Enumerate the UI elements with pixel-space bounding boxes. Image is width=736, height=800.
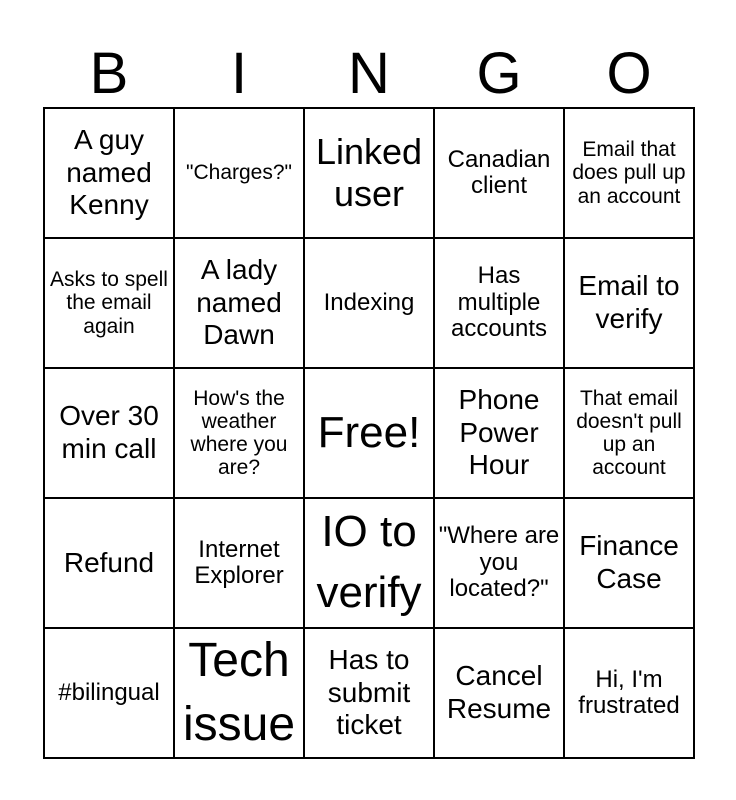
free-space[interactable]: Free! xyxy=(304,368,434,498)
bingo-cell-r1c4[interactable]: Canadian client xyxy=(434,108,564,238)
bingo-cell-r2c4[interactable]: Has multiple accounts xyxy=(434,238,564,368)
bingo-cell-r4c4[interactable]: "Where are you located?" xyxy=(434,498,564,628)
bingo-cell-r2c5[interactable]: Email to verify xyxy=(564,238,694,368)
bingo-cell-r1c2[interactable]: "Charges?" xyxy=(174,108,304,238)
header-letter-n: N xyxy=(348,41,390,106)
bingo-cell-r3c4[interactable]: Phone Power Hour xyxy=(434,368,564,498)
bingo-cell-r2c1[interactable]: Asks to spell the email again xyxy=(44,238,174,368)
bingo-cell-r4c5[interactable]: Finance Case xyxy=(564,498,694,628)
bingo-cell-r4c3[interactable]: IO to verify xyxy=(304,498,434,628)
bingo-cell-r5c4[interactable]: Cancel Resume xyxy=(434,628,564,758)
bingo-cell-r3c2[interactable]: How's the weather where you are? xyxy=(174,368,304,498)
bingo-cell-r5c1[interactable]: #bilingual xyxy=(44,628,174,758)
bingo-cell-r5c3[interactable]: Has to submit ticket xyxy=(304,628,434,758)
header-letter-i: I xyxy=(230,41,248,106)
bingo-cell-r1c5[interactable]: Email that does pull up an account xyxy=(564,108,694,238)
bingo-cell-r5c2[interactable]: Tech issue xyxy=(174,628,304,758)
bingo-header xyxy=(44,40,694,108)
bingo-cell-r2c3[interactable]: Indexing xyxy=(304,238,434,368)
bingo-card xyxy=(43,107,695,759)
bingo-cell-r3c5[interactable]: That email doesn't pull up an account xyxy=(564,368,694,498)
header-letter-o: O xyxy=(606,41,652,106)
bingo-cell-r4c2[interactable]: Internet Explorer xyxy=(174,498,304,628)
bingo-cell-r2c2[interactable]: A lady named Dawn xyxy=(174,238,304,368)
bingo-cell-r4c1[interactable]: Refund xyxy=(44,498,174,628)
bingo-cell-r3c1[interactable]: Over 30 min call xyxy=(44,368,174,498)
bingo-cell-r1c3[interactable]: Linked user xyxy=(304,108,434,238)
bingo-cell-r1c1[interactable]: A guy named Kenny xyxy=(44,108,174,238)
header-letter-g: G xyxy=(476,41,522,106)
bingo-cell-r5c5[interactable]: Hi, I'm frustrated xyxy=(564,628,694,758)
header-letter-b: B xyxy=(89,41,129,106)
